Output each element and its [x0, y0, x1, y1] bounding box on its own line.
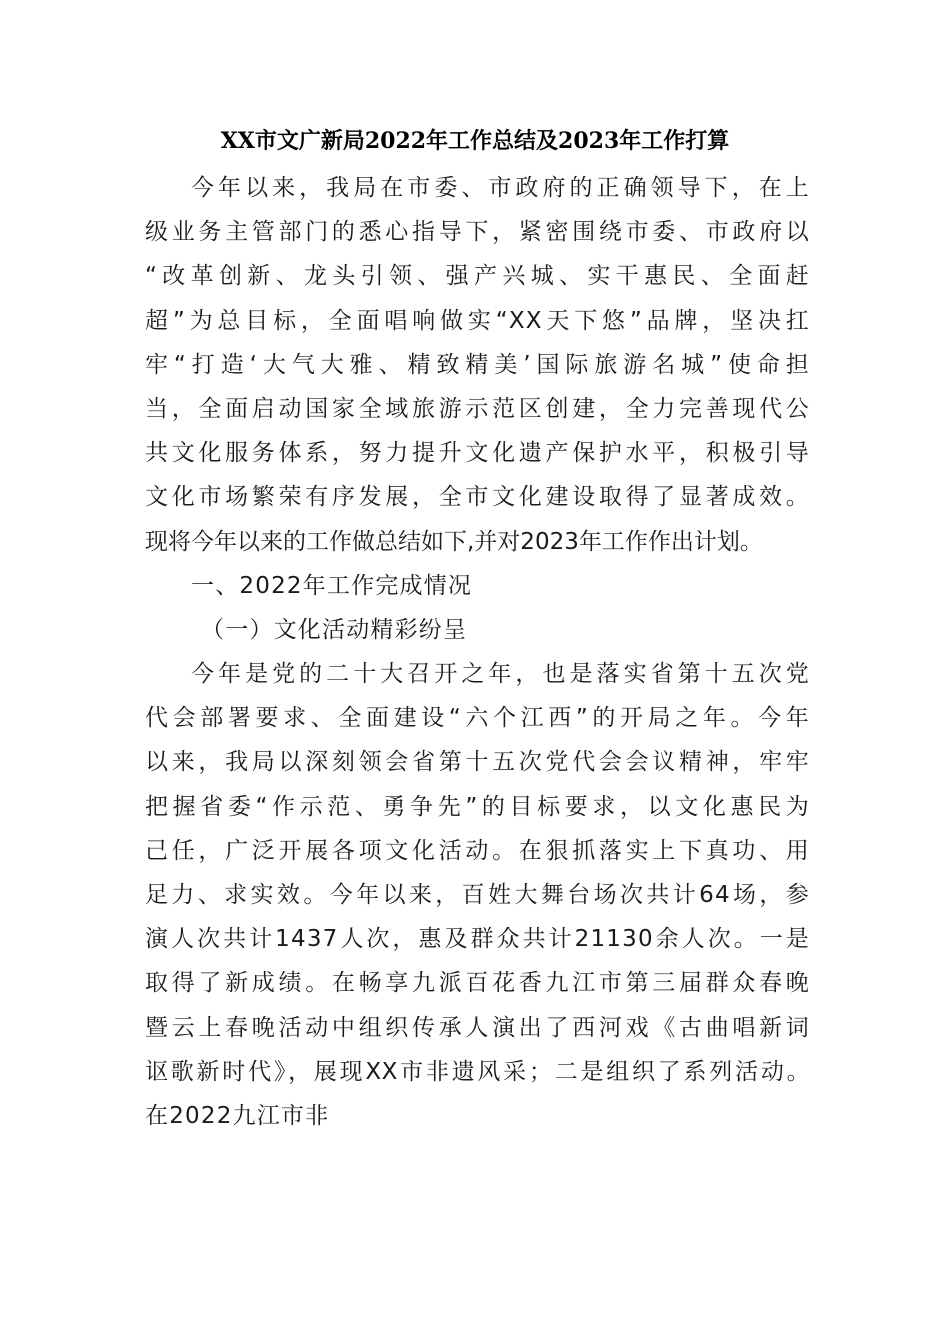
paragraph-line: 共文化服务体系，努力提升文化遗产保护水平，积极引导 — [145, 440, 810, 467]
paragraph-line: 足力、求实效。今年以来，百姓大舞台场次共计64场，参 — [145, 882, 810, 908]
paragraph-line: 牢“打造‘大气大雅、精致精美’国际旅游名城”使命担 — [145, 351, 810, 378]
paragraph-line: 级业务主管部门的悉心指导下，紧密围绕市委、市政府以 — [145, 219, 810, 246]
paragraph-line: 把握省委“作示范、勇争先”的目标要求，以文化惠民为 — [145, 793, 810, 820]
paragraph-line: 今年以来，我局在市委、市政府的正确领导下，在上 — [191, 175, 810, 201]
document-body — [145, 166, 810, 1138]
paragraph-line: “改革创新、龙头引领、强产兴城、实干惠民、全面赶 — [145, 263, 810, 290]
paragraph-line: 现将今年以来的工作做总结如下,并对2023年工作作出计划。 — [145, 528, 763, 555]
paragraph-line: 演人次共计1437人次，惠及群众共计21130余人次。一是 — [145, 926, 810, 953]
paragraph-line: 暨云上春晚活动中组织传承人演出了西河戏《古曲唱新词 — [145, 1014, 810, 1041]
paragraph-line: 今年是党的二十大召开之年，也是落实省第十五次党 — [191, 661, 810, 688]
document-title: XX市文广新局2022年工作总结及2023年工作打算 — [220, 128, 730, 154]
paragraph-line: 己任，广泛开展各项文化活动。在狠抓落实上下真功、用 — [145, 837, 810, 864]
paragraph-line: 代会部署要求、全面建设“六个江西”的开局之年。今年 — [145, 705, 810, 732]
paragraph-line: 文化市场繁荣有序发展，全市文化建设取得了显著成效。 — [145, 484, 810, 511]
paragraph-line: 在2022九江市非 — [145, 1102, 330, 1129]
paragraph-line: 超”为总目标，全面唱响做实“XX天下悠”品牌，坚决扛 — [145, 307, 810, 334]
subsection-heading: （一）文化活动精彩纷呈 — [201, 616, 468, 643]
paragraph-line: 当，全面启动国家全域旅游示范区创建，全力完善现代公 — [145, 395, 810, 422]
section-heading: 一、2022年工作完成情况 — [191, 572, 473, 599]
paragraph-line: 讴歌新时代》，展现XX市非遗风采；二是组织了系列活动。 — [145, 1058, 810, 1085]
paragraph-line: 取得了新成绩。在畅享九派百花香九江市第三届群众春晚 — [145, 970, 810, 997]
paragraph-line: 以来，我局以深刻领会省第十五次党代会会议精神，牢牢 — [145, 749, 810, 776]
